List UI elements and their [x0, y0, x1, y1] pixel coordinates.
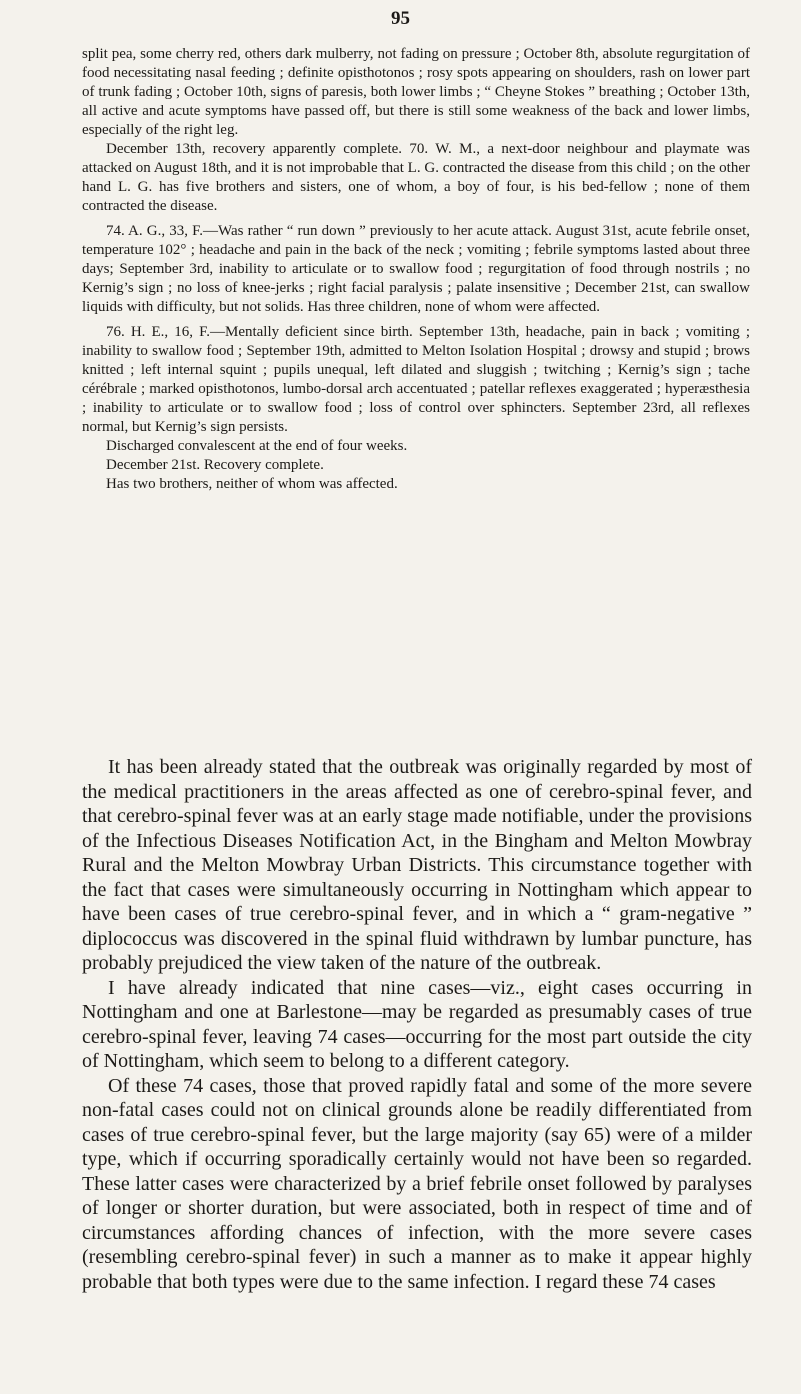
case-76-discharge: Discharged convalescent at the end of four weeks.	[106, 438, 408, 454]
case-continuation: split pea, some cherry red, others dark mulberry, not fading on pressure ; October 8th, absolute regurgitation of food necessitating nasal feeding ; definite opisthotonos ; rosy spots appearing on shoulders, rash on lower part of trunk fading ; October 10th, signs of paresis, both lower limbs ; “ Cheyne Stokes ” breathing ; October 13th, all active and acute symptoms have passed off, but there is still some weakness of the back and lower limbs, especially of the right leg.	[82, 46, 750, 138]
paragraph-74-cases: Of these 74 cases, those that proved rapidly fatal and some of the more severe non-fatal cases could not on clinical grounds alone be readily differentiated from cases of true cerebro-spinal fever, but the large majority (say 65) were of a milder type, which if occurring sporadically certainly would not have been so regarded. These latter cases were characterized by a brief febrile onset followed by paralyses of longer or shorter duration, but were associated, both in respect of time and of circumstances affording chances of infection, with the more severe cases (resembling cerebro-spinal fever) in such a manner as to make it appear highly probable that both types were due to the same infection. I regard these 74 cases	[82, 1074, 752, 1293]
case-notes	[82, 45, 750, 494]
case-76-recovery: December 21st. Recovery complete.	[106, 457, 324, 473]
page-number: 95	[391, 8, 410, 29]
main-text	[82, 755, 752, 1294]
paragraph-outbreak: It has been already stated that the outbreak was originally regarded by most of the medical practitioners in the areas affected as one of cerebro-spinal fever, and that cerebro-spinal fever was at an early stage made notifiable, under the provisions of the Infectious Diseases Notification Act, in the Bingham and Melton Mowbray Rural and the Melton Mowbray Urban Districts. This circumstance together with the fact that cases were simultaneously occurring in Nottingham which appear to have been cases of true cerebro-spinal fever, and in which a “ gram-negative ” diplococcus was discovered in the spinal fluid withdrawn by lumbar puncture, has probably prejudiced the view taken of the nature of the outbreak.	[82, 756, 752, 974]
case-74: 74. A. G., 33, F.—Was rather “ run down ” previously to her acute attack. August 31st, acute febrile onset, temperature 102° ; headache and pain in the back of the neck ; vomiting ; febrile symptoms lasted about three days; September 3rd, inability to articulate or to swallow food ; regurgitation of food through nostrils ; no Kernig’s sign ; no loss of knee-jerks ; right facial paralysis ; palate insensitive ; December 21st, can swallow liquids with difficulty, but not solids. Has three children, none of whom were affected.	[82, 223, 750, 315]
paragraph-nine-cases: I have already indicated that nine cases—viz., eight cases occurring in Nottingham and one at Barlestone—may be regarded as presumably cases of true cerebro-spinal fever, leaving 74 cases—occurring for the most part outside the city of Nottingham, which seem to belong to a different category.	[82, 976, 752, 1072]
case-76-family: Has two brothers, neither of whom was affected.	[106, 476, 398, 492]
case-70-note: December 13th, recovery apparently complete. 70. W. M., a next-door neighbour and playmate was attacked on August 18th, and it is not improbable that L. G. contracted the disease from this child ; on the other hand L. G. has five brothers and sisters, one of whom, a boy of four, is his bed-fellow ; none of them contracted the disease.	[82, 141, 750, 214]
case-76: 76. H. E., 16, F.—Mentally deficient since birth. September 13th, headache, pain in back ; vomiting ; inability to swallow food ; September 19th, admitted to Melton Isolation Hospital ; drowsy and stupid ; brows knitted ; left internal squint ; pupils unequal, left dilated and sluggish ; twitching ; Kernig’s sign ; tache cérébrale ; marked opisthotonos, lumbo-dorsal arch accentuated ; patellar reflexes exaggerated ; hyperæsthesia ; inability to articulate or to swallow food ; loss of control over sphincters. September 23rd, all reflexes normal, but Kernig’s sign persists.	[82, 324, 750, 435]
